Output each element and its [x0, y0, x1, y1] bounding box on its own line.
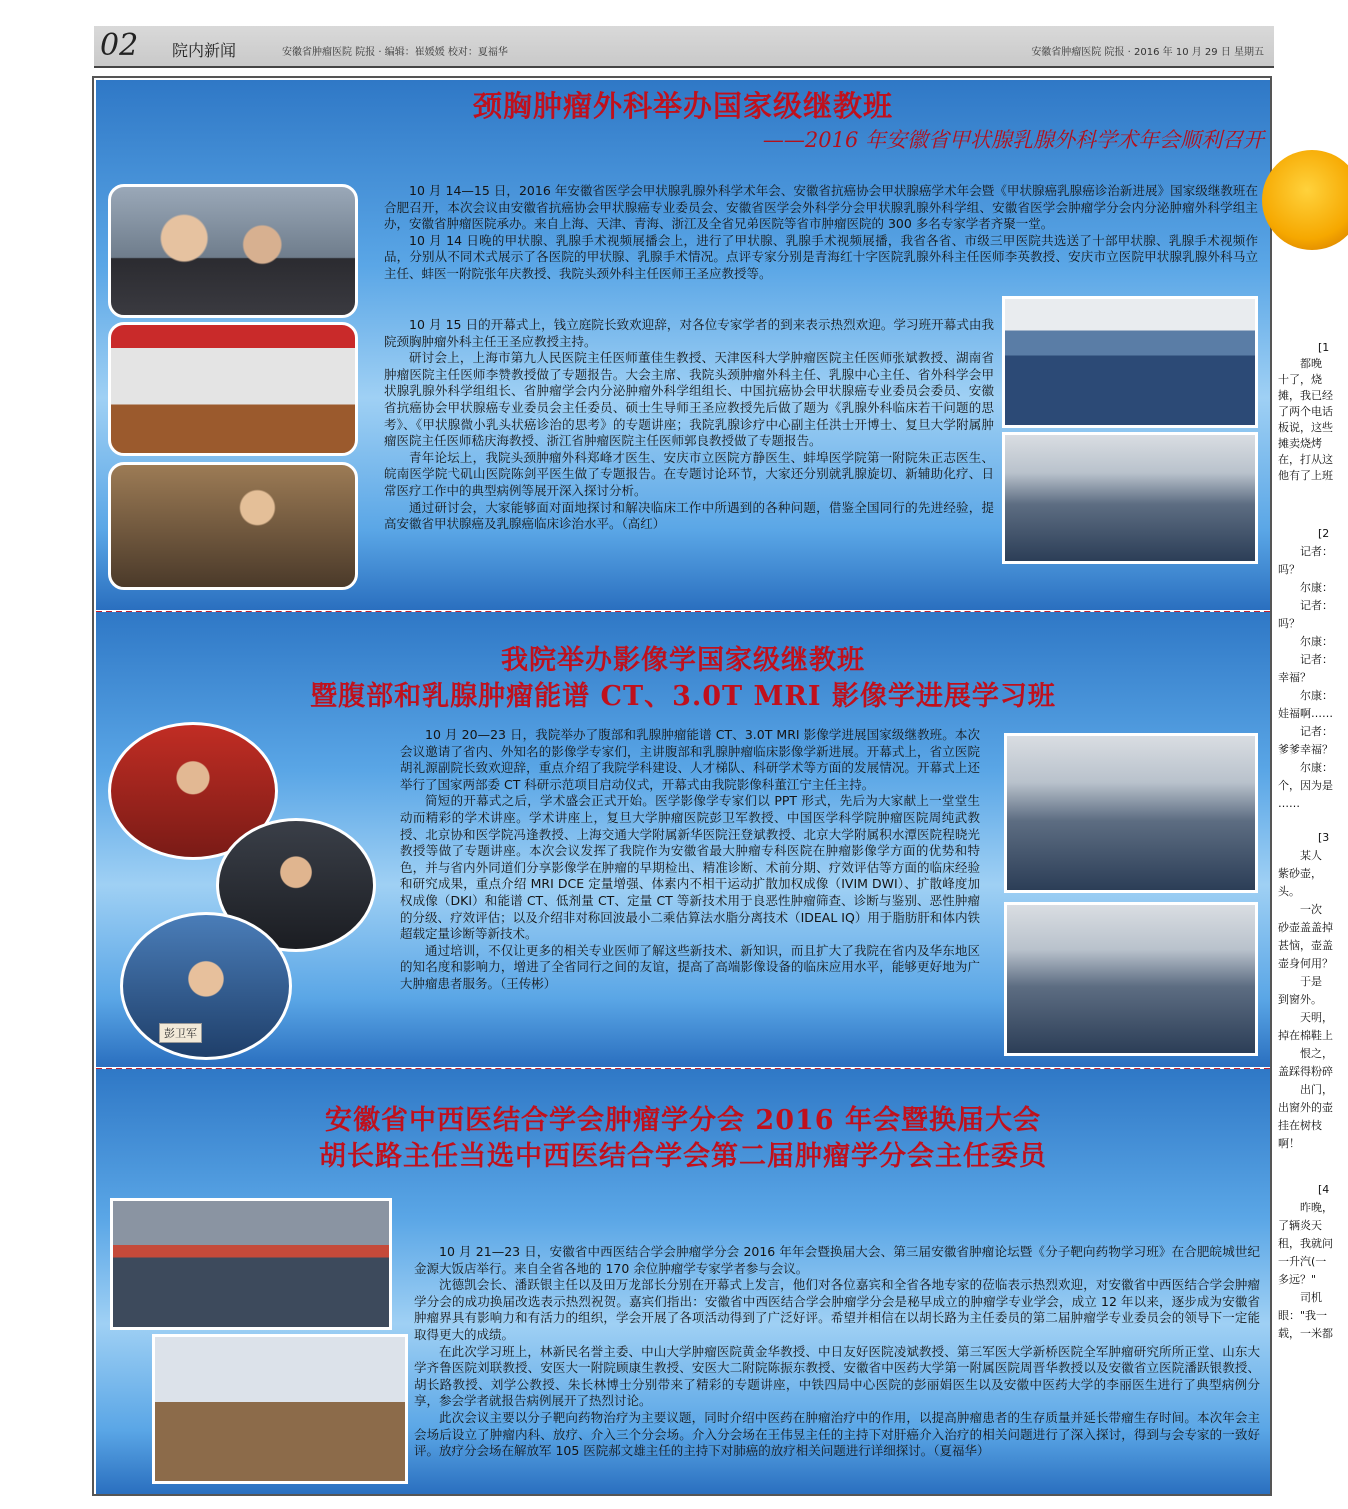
side-line: 壶身何用？ [1278, 957, 1333, 970]
side-line: 载，一米都 [1278, 1327, 1333, 1340]
article-1-photo-audience [1002, 432, 1258, 564]
side-line: [1 [1318, 341, 1330, 354]
side-line: 尔康： [1300, 761, 1333, 774]
article-1-photo-banner [108, 322, 358, 456]
adjacent-column-jokes [1278, 90, 1348, 1500]
article-2-paragraph: 通过培训，不仅让更多的相关专业医师了解这些新技术、新知识，而且扩大了我院在省内及华东地区的知名度和影响力，增进了全省同行之间的友谊，提高了高端影像设备的临床应用水平，能够更好地为广大肿瘤患者服务。（王传彬） [400, 942, 980, 991]
side-line: 出门， [1300, 1083, 1333, 1096]
side-line: 掉在棉鞋上 [1278, 1029, 1333, 1042]
article-1-photo-speaker [108, 462, 358, 590]
editor-line: 安徽省肿瘤医院 院报 · 编辑：崔媛媛 校对：夏福华 [282, 47, 508, 58]
side-line: 于是 [1300, 975, 1322, 988]
article-1-paragraph: 通过研讨会，大家能够面对面地探讨和解决临床工作中所遇到的各种问题，借鉴全国同行的先进经验，提高安徽省甲状腺癌及乳腺癌临床诊治水平。（高红） [384, 499, 994, 532]
side-line: 天明， [1300, 1011, 1333, 1024]
article-2-photo-presenter-3 [120, 912, 292, 1060]
article-1-photo-stage [1002, 296, 1258, 428]
side-line: 十了，烧 [1278, 373, 1322, 386]
side-line: 司机 [1300, 1291, 1322, 1304]
side-line: 板说，这些 [1278, 421, 1333, 434]
side-line: 租，我就问 [1278, 1237, 1333, 1250]
side-line: 了两个电话 [1278, 405, 1333, 418]
side-line: 尔康： [1300, 689, 1333, 702]
article-3-paragraph: 沈德凯会长、潘跃银主任以及田万龙部长分别在开幕式上发言，他们对各位嘉宾和全省各地专家的莅临表示热烈欢迎，对安徽省中西医结合学会肿瘤学分会的成功换届改选表示热烈祝贺。嘉宾们指出：安徽省中西医结合学会肿瘤学分会是秘早成立的肿瘤学专业学会，成立 12 年以来，逐步成为安徽省肿瘤界具有影响力和有活力的组织，学会开展了各项活动得到了广泛好评。希望并相信在以胡长路为主任委员的第二届肿瘤学专业委员会的领导下一定能取得更大的成绩。 [414, 1277, 1260, 1342]
side-line: 吗？ [1278, 617, 1300, 630]
side-line: 记者： [1300, 599, 1333, 612]
article-2-body [400, 727, 980, 993]
side-line: 头。 [1278, 885, 1300, 898]
side-line: 昨晚， [1300, 1201, 1333, 1214]
page-number: 02 [100, 28, 139, 63]
side-line: 盖踩得粉碎 [1278, 1065, 1333, 1078]
side-line: 砂壶盖盖掉 [1278, 921, 1333, 934]
side-line: 尔康： [1300, 581, 1333, 594]
article-3-title-line-1: 安徽省中西医结合学会肿瘤学分会 2016 年会暨换届大会 [325, 1105, 1041, 1136]
article-3-paragraph: 在此次学习班上，林新民名誉主委、中山大学肿瘤医院黄金华教授、中日友好医院凌斌教授、第三军医大学新桥医院全军肿瘤研究所所正堂、山东大学齐鲁医院刘联教授、安医大一附院顾康生教授、安医大二附院陈振东教授、安徽省中医药大学第一附属医院周晋华教授以及安徽省立医院潘跃银教授、胡长路教授、刘学公教授、朱长林博士分别带来了精彩的专题讲座，中铁四局中心医院的彭丽娟医生以及安徽中医药大学的李丽医生进行了典型病例分享，参会学者就报告病例展开了热烈讨论。 [414, 1343, 1260, 1409]
article-2-title-line-2: 暨腹部和乳腺肿瘤能谱 CT、3.0T MRI 影像学进展学习班 [310, 681, 1056, 712]
side-line: 记者： [1300, 545, 1333, 558]
date-line: 安徽省肿瘤医院 院报 · 2016 年 10 月 29 日 星期五 [1031, 47, 1264, 58]
side-line: [2 [1318, 527, 1330, 540]
side-line: 某人 [1300, 849, 1322, 862]
side-line: 出窗外的壶 [1278, 1101, 1333, 1114]
side-line: 娃福啊…… [1278, 707, 1333, 720]
side-line: [4 [1318, 1183, 1330, 1196]
article-3-paragraph: 此次会议主要以分子靶向药物治疗为主要议题，同时介绍中医药在肿瘤治疗中的作用，以提高肿瘤患者的生存质量并延长带瘤生存时间。本次年会主会场后设立了肿瘤内科、放疗、介入三个分会场。介入分会场在王伟昱主任的主持下对肝癌介入治疗的相关问题进行了深入探讨，得到与会专家的一致好评。放疗分会场在解放军 105 医院郝文雄主任的主持下对肺癌的放疗相关问题进行详细探讨。（夏福华） [414, 1409, 1260, 1459]
article-1-title: 颈胸肿瘤外科举办国家级继教班 [472, 89, 893, 123]
article-2-paragraph: 10 月 20—23 日，我院举办了腹部和乳腺肿瘤能谱 CT、3.0T MRI 影像学进展国家级继教班。本次会议邀请了省内、外知名的影像学专家们，主讲腹部和乳腺肿瘤临床影像学新进展。开幕式上，省立医院胡礼源副院长致欢迎辞，重点介绍了我院学科建设、人才梯队、科研学术等方面的发展情况。开幕式上还举行了国家两部委 CT 科研示范项目启动仪式，开幕式由我院影像科董江宁主任主持。 [400, 727, 980, 792]
side-line: 到窗外。 [1278, 993, 1322, 1006]
side-line: 幸福？ [1278, 671, 1311, 684]
side-line: 多远？" [1278, 1273, 1317, 1286]
side-line: 记者： [1300, 653, 1333, 666]
article-1-paragraph: 10 月 15 日的开幕式上，钱立庭院长致欢迎辞，对各位专家学者的到来表示热烈欢迎。学习班开幕式由我院颈胸肿瘤外科主任王圣应教授主持。 [384, 317, 994, 349]
article-1-paragraph: 10 月 14—15 日，2016 年安徽省医学会甲状腺乳腺外科学术年会、安徽省抗癌协会甲状腺癌学术年会暨《甲状腺癌乳腺癌诊治新进展》国家级继教班在合肥召开，本次会议由安徽省抗癌协会甲状腺癌专业委员会、安徽省医学会外科学分会甲状腺乳腺外科学组、安徽省医学会肿瘤学分会内分泌肿瘤外科学组主办，安徽省肿瘤医院承办。来自上海、天津、青海、浙江及全省兄弟医院等省市肿瘤医院的 300 多名专家学者齐聚一堂。 [384, 183, 1258, 232]
article-3-body [414, 1244, 1260, 1460]
side-line: 都晚 [1300, 357, 1322, 370]
side-line: 了辆炎天 [1278, 1219, 1322, 1232]
side-line: [3 [1318, 831, 1330, 844]
article-2-photo-hall-1 [1004, 733, 1258, 893]
article-3-photo-lecture [152, 1334, 408, 1484]
side-line: 恨之， [1300, 1047, 1333, 1060]
side-line: 啊！ [1278, 1137, 1300, 1150]
side-line: …… [1278, 797, 1300, 810]
article-1-body-column [384, 317, 994, 533]
article-1-paragraph: 研讨会上，上海市第九人民医院主任医师董佳生教授、天津医科大学肿瘤医院主任医师张斌教授、湖南省肿瘤医院主任医师李赞教授做了专题报告。大会主席、我院头颈肿瘤外科主任、乳腺中心主任、省外科学会甲状腺乳腺外科学组组长、省肿瘤学会内分泌肿瘤外科学组组长、中国抗癌协会甲状腺癌专业委员会委员、安徽省抗癌协会甲状腺癌专业委员会主任委员、硕士生导师王圣应教授先后做了题为《乳腺外科临床若干问题的思考》、《甲状腺微小乳头状癌诊治的思考》的专题讲座；我院乳腺诊疗中心副主任洪士开博士、复旦大学附属肿瘤医院主任医师嵇庆海教授、浙江省肿瘤医院主任医师郭良教授做了专题报告。 [384, 350, 994, 449]
side-line: 眼："我一 [1278, 1309, 1328, 1322]
article-1-body-top [384, 183, 1258, 283]
article-1-photo-podium [108, 184, 358, 318]
article-3-paragraph: 10 月 21—23 日，安徽省中西医结合学会肿瘤学分会 2016 年年会暨换届大会、第三届安徽省肿瘤论坛暨《分子靶向药物学习班》在合肥皖城世纪金源大饭店举行。来自全省各地的 170 余位肿瘤学专家学者参与会议。 [414, 1244, 1260, 1276]
side-line: 尔康： [1300, 635, 1333, 648]
side-line: 吗？ [1278, 563, 1300, 576]
header-rule [94, 66, 1274, 68]
side-line: 摊卖烧烤 [1278, 437, 1322, 450]
side-line: 他有了上班 [1278, 469, 1333, 482]
side-line: 记者： [1300, 725, 1333, 738]
article-3-photo-group [110, 1198, 392, 1330]
side-line: 一次 [1300, 903, 1322, 916]
side-line: 挂在树枝 [1278, 1119, 1322, 1132]
side-line: 在，打从这 [1278, 453, 1333, 466]
article-2-title-line-1: 我院举办影像学国家级继教班 [501, 645, 865, 676]
side-line: 个，因为是 [1278, 779, 1333, 792]
article-1-paragraph: 青年论坛上，我院头颈肿瘤外科郑峰才医生、安庆市立医院方静医生、蚌埠医学院第一附院朱正志医生、皖南医学院弋矶山医院陈剑平医生做了专题报告。在专题讨论环节，大家还分别就乳腺旋切、新辅助化疗、日常医疗工作中的典型病例等展开深入探讨分析。 [384, 449, 994, 498]
side-line: 爹爹幸福？ [1278, 743, 1333, 756]
side-line: 甚恼，壶盖 [1278, 939, 1333, 952]
article-1-subtitle: ——2016 年安徽省甲状腺乳腺外科学术年会顺利召开 [762, 128, 1264, 152]
side-line: 一升汽(一 [1278, 1255, 1327, 1268]
side-line: 摊，我已经 [1278, 389, 1333, 402]
side-line: 紫砂壶， [1278, 867, 1322, 880]
photo-caption: 彭卫军 [159, 1023, 202, 1043]
article-2-paragraph: 简短的开幕式之后，学术盛会正式开始。医学影像学专家们以 PPT 形式，先后为大家献上一堂堂生动而精彩的学术讲座。学术讲座上，复旦大学肿瘤医院彭卫军教授、中国医学科学院肿瘤医院周纯武教授、北京协和医学院冯逢教授、上海交通大学附属新华医院汪登斌教授、北京大学附属积水潭医院程晓光教授等做了专题讲座。本次会议发挥了我院作为安徽省最大肿瘤专科医院在肿瘤影像学方面的优势和特色，并与省内外同道们分享影像学在肿瘤的早期检出、精准诊断、术前分期、疗效评估等方面的临床经验和研究成果，重点介绍 MRI DCE 定量增强、体素内不相干运动扩散加权成像（IVIM DWI）、扩散峰度加权成像（DKI）和能谱 CT、低剂量 CT、定量 CT 等新技术用于良恶性肿瘤筛查、诊断与鉴别、恶性肿瘤的分级、疗效评估；以及介绍非对称回波最小二乘估算法水脂分离技术（IDEAL IQ）用于脂肪肝和体内铁超载定量诊断等新技术。 [400, 793, 980, 942]
section-name: 院内新闻 [172, 41, 237, 60]
article-3-title-line-2: 胡长路主任当选中西医结合学会第二届肿瘤学分会主任委员 [319, 1141, 1047, 1172]
article-2-photo-hall-2 [1004, 902, 1258, 1056]
article-1-paragraph: 10 月 14 日晚的甲状腺、乳腺手术视频展播会上，进行了甲状腺、乳腺手术视频展播，我省各省、市级三甲医院共选送了十部甲状腺、乳腺手术视频作品，分别从不同术式展示了各医院的甲状腺、乳腺手术情况。点评专家分别是青海红十字医院乳腺外科主任医师李英教授、安庆市立医院甲状腺乳腺外科马立主任、蚌医一附院张年庆教授、我院头颈外科主任医师王圣应教授等。 [384, 232, 1258, 281]
